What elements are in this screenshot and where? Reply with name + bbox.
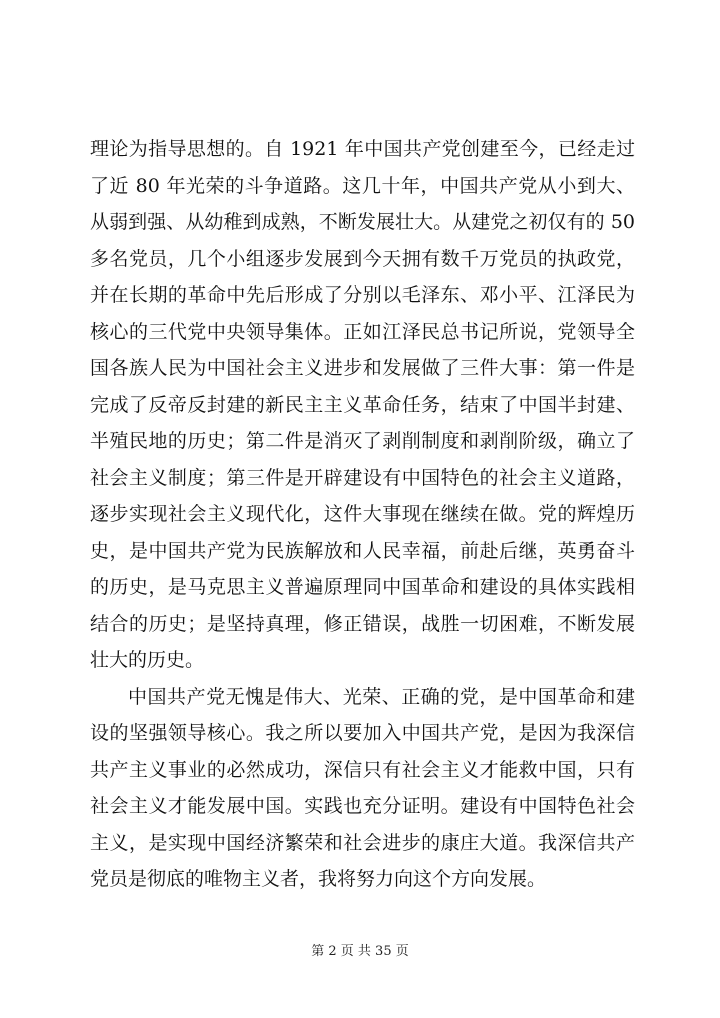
paragraph-1-line: 半殖民地的历史；第二件是消灭了剥削制度和剥削阶级，确立了	[90, 430, 635, 452]
paragraph-1-line: 逐步实现社会主义现代化，这件大事现在继续在做。党的辉煌历	[90, 503, 635, 525]
paragraph-1-line: 从弱到强、从幼稚到成熟，不断发展壮大。从建党之初仅有的 50	[90, 211, 635, 233]
paragraph-1-line: 国各族人民为中国社会主义进步和发展做了三件大事：第一件是	[90, 357, 635, 379]
paragraph-2-line: 共产主义事业的必然成功，深信只有社会主义才能救中国，只有	[90, 758, 635, 781]
paragraph-1-line: 并在长期的革命中先后形成了分别以毛泽东、邓小平、江泽民为	[90, 284, 635, 306]
page-number-footer: 第 2 页 共 35 页	[311, 944, 409, 959]
paragraph-2-line: 社会主义才能发展中国。实践也充分证明。建设有中国特色社会	[90, 795, 635, 817]
paragraph-1-line: 多名党员，几个小组逐步发展到今天拥有数千万党员的执政党，	[90, 247, 635, 270]
paragraph-1-line: 结合的历史；是坚持真理，修正错误，战胜一切困难，不断发展	[90, 612, 635, 635]
paragraph-1-line: 了近 80 年光荣的斗争道路。这几十年，中国共产党从小到大、	[90, 174, 635, 197]
paragraph-1-line: 的历史，是马克思主义普遍原理同中国革命和建设的具体实践相	[90, 576, 635, 598]
paragraph-1-line: 史，是中国共产党为民族解放和人民幸福，前赴后继，英勇奋斗	[90, 539, 635, 562]
paragraph-1-line: 理论为指导思想的。自 1921 年中国共产党创建至今，已经走过	[90, 138, 635, 160]
paragraph-1-line: 壮大的历史。	[90, 649, 205, 671]
paragraph-2-line: 党员是彻底的唯物主义者，我将努力向这个方向发展。	[90, 868, 547, 890]
paragraph-2-line: 主义，是实现中国经济繁荣和社会进步的康庄大道。我深信共产	[90, 831, 635, 854]
paragraph-1-line: 完成了反帝反封建的新民主主义革命任务，结束了中国半封建、	[90, 393, 635, 416]
document-body	[90, 131, 635, 898]
paragraph-1-line: 社会主义制度；第三件是开辟建设有中国特色的社会主义道路，	[90, 466, 635, 489]
paragraph-1-line: 核心的三代党中央领导集体。正如江泽民总书记所说，党领导全	[90, 320, 635, 343]
paragraph-2-line: 中国共产党无愧是伟大、光荣、正确的党，是中国革命和建	[128, 685, 635, 708]
paragraph-2-line: 设的坚强领导核心。我之所以要加入中国共产党，是因为我深信	[90, 722, 635, 744]
